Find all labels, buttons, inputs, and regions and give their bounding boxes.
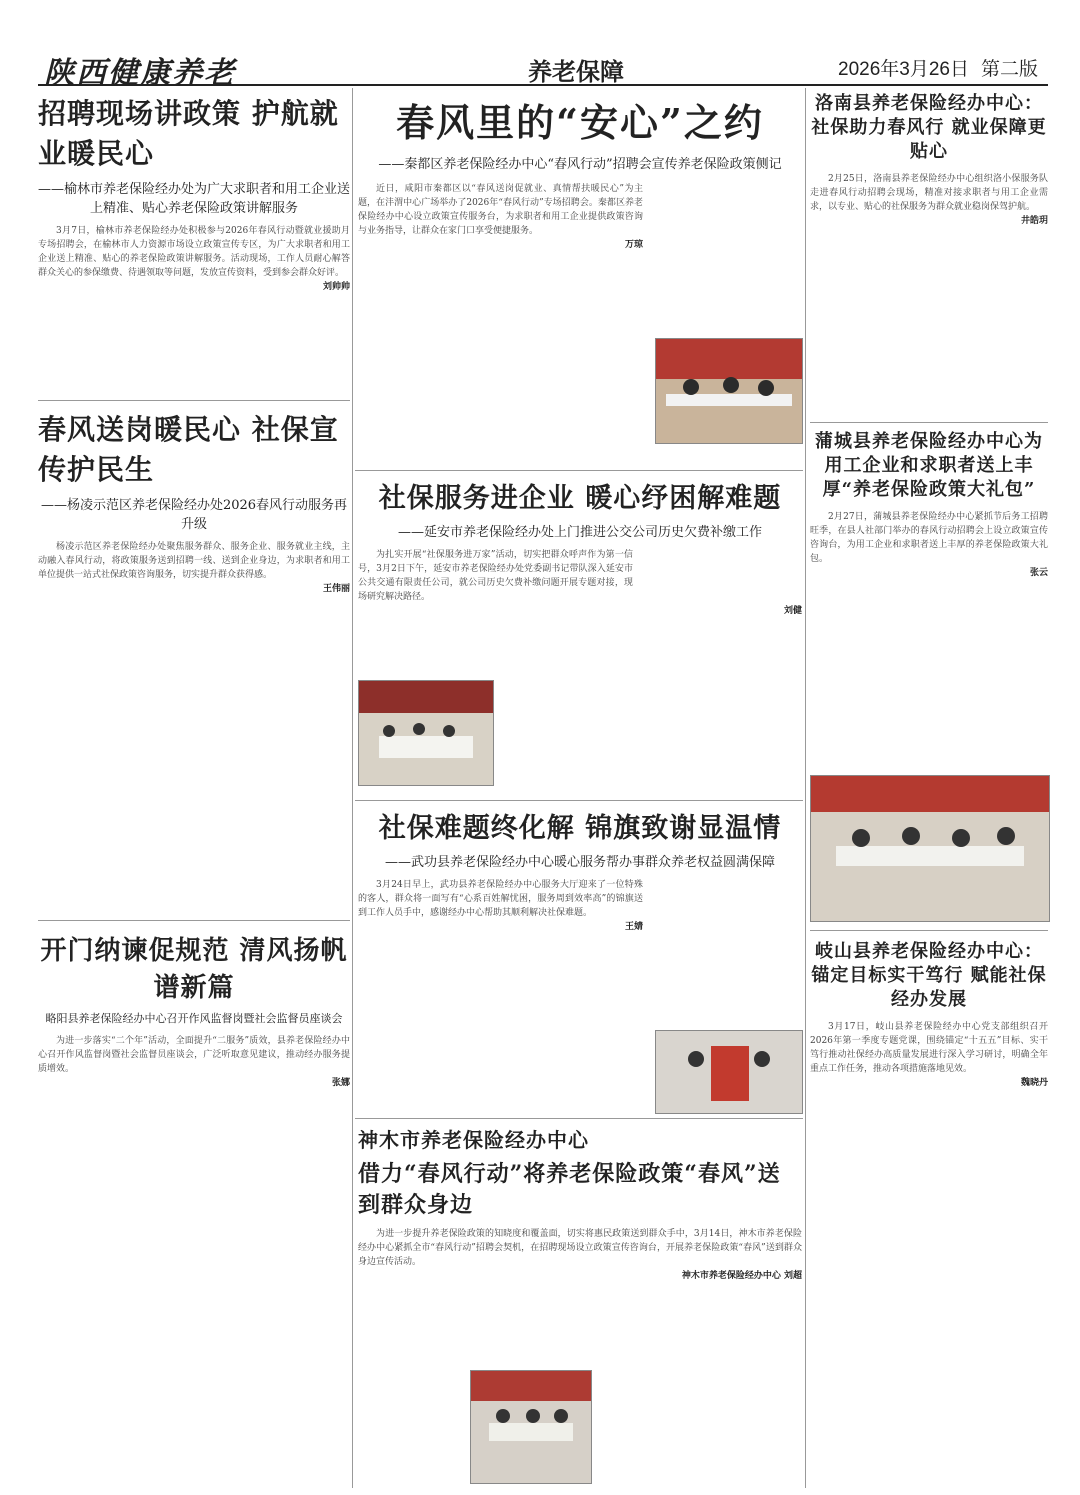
brand-title: 陕西健康养老 (44, 56, 236, 91)
article-body (358, 548, 633, 604)
article-subtitle: ——榆林市养老保险经办处为广大求职者和用工企业送上精准、贴心养老保险政策讲解服务 (38, 182, 350, 216)
edition-text: 第二版 (980, 59, 1038, 80)
booth-photo (810, 775, 1050, 922)
article-body (38, 540, 350, 582)
photo-illustration (471, 1371, 591, 1483)
photo-illustration (359, 681, 493, 785)
article-author: 魏晓丹 (1020, 1078, 1048, 1088)
article-subtitle: ——武功县养老保险经办中心暖心服务帮办事群众养老权益圆满保障 (384, 855, 775, 870)
article-author: 王婧 (624, 922, 643, 932)
article-subtitle: ——延安市养老保险经办处上门推进公交公司历史欠费补缴工作 (397, 525, 762, 540)
article-body (358, 878, 643, 920)
article-author: 王伟丽 (322, 584, 350, 594)
masthead (38, 44, 1048, 91)
article-author: 神木市养老保险经办中心 刘超 (681, 1271, 802, 1281)
article-qishan (810, 940, 1048, 1490)
article-luonan (810, 92, 1048, 412)
article-title: 春风送岗暖民心 社保宣传护民生 (38, 413, 339, 486)
article-author: 张娜 (331, 1078, 350, 1088)
article-body (810, 510, 1048, 566)
article-title: 借力“春风行动”将养老保险政策“春风”送到群众身边 (358, 1161, 781, 1218)
photo-illustration (656, 1031, 802, 1113)
article-body (38, 1034, 350, 1076)
issue-date (838, 54, 1038, 81)
article-author: 万琼 (624, 240, 643, 250)
hero-photo (655, 338, 803, 444)
article-paragraph: 为进一步落实“二个年”活动，全面提升“二服务”质效，县养老保险经办中心召开作风监督岗暨社会监督员座谈会，广泛听取意见建议，推动经办服务提质增效。 (38, 1036, 350, 1074)
banner-photo (655, 1030, 803, 1114)
consult-photo (470, 1370, 592, 1484)
date-text: 2026年3月26日 (838, 59, 969, 80)
article-paragraph: 3月7日，榆林市养老保险经办处积极参与2026年春风行动暨就业援助月专场招聘会，在榆林市人力资源市场设立政策宣传专区，为广大求职者和用工企业送上精准、贴心的养老保险政策讲解服务。活动现场，工作人员耐心解答群众关心的参保缴费、待遇领取等问题，发放宣传资料，受到参会群众好评。 (38, 226, 350, 278)
article-spring-jobs (38, 408, 350, 913)
article-title: 招聘现场讲政策 护航就业暖民心 (38, 97, 339, 170)
article-paragraph: 为进一步提升养老保险政策的知晓度和覆盖面，切实将惠民政策送到群众手中，3月14日，神木市养老保险经办中心紧抓全市“春风行动”招聘会契机，在招聘现场设立政策宣传咨询台，开展养老保险政策“春风”送到群众身边宣传活动。 (358, 1229, 802, 1267)
article-title: 洛南县养老保险经办中心：社保助力春风行 就业保障更贴心 (811, 93, 1047, 162)
section-title: 养老保障 (528, 57, 624, 86)
article-title: 社保难题终化解 锦旗致谢显温情 (378, 813, 782, 844)
article-title: 岐山县养老保险经办中心：锚定目标实干笃行 赋能社保经办发展 (811, 941, 1047, 1010)
article-author: 张云 (1029, 568, 1048, 578)
article-author: 井皓玥 (1020, 216, 1048, 226)
article-body (358, 1227, 802, 1269)
article-open-door (38, 930, 350, 1490)
photo-illustration (656, 339, 802, 443)
article-title: 神木市养老保险经办中心 (358, 1128, 589, 1152)
hero-body (358, 182, 643, 238)
article-title: 蒲城县养老保险经办中心为用工企业和求职者送上丰厚“养老保险政策大礼包” (815, 431, 1043, 500)
article-paragraph: 2月25日，洛南县养老保险经办中心组织洛小保服务队走进春风行动招聘会现场，精准对接求职者与用工企业需求，以专业、贴心的社保服务为群众就业稳岗保驾护航。 (810, 174, 1048, 212)
article-author: 刘健 (783, 606, 802, 616)
article-paragraph: 2月27日，蒲城县养老保险经办中心紧抓节后务工招聘旺季，在县人社部门举办的春风行动招聘会上设立政策宣传咨询台，为用工企业和求职者送上丰厚的养老保险政策大礼包。 (810, 512, 1048, 564)
article-title: 开门纳谏促规范 清风扬帆谱新篇 (40, 936, 348, 1003)
article-paragraph: 近日，咸阳市秦都区以“春风送岗促就业、真情帮扶暖民心”为主题，在沣渭中心广场举办了2026年“春风行动”专场招聘会。秦都区养老保险经办中心设立政策宣传服务台，为求职者和用工企业提供政策咨询与业务指导，让群众在家门口享受便捷服务。 (358, 184, 643, 236)
article-recruitment (38, 92, 350, 392)
hero-title: 春风里的“安心”之约 (396, 100, 764, 145)
photo-illustration (811, 776, 1049, 921)
article-paragraph: 杨凌示范区养老保险经办处聚焦服务群众、服务企业、服务就业主线，主动融入春风行动，将政策服务送到招聘一线、送到企业身边，为求职者和用工单位提供一站式社保政策咨询服务，切实提升群众获得感。 (38, 542, 350, 580)
article-paragraph: 为扎实开展“社保服务进万家”活动，切实把群众呼声作为第一信号，3月2日下午，延安市养老保险经办处党委副书记带队深入延安市公共交通有限责任公司，就公司历史欠费补缴问题开展专题对接，现场研究解决路径。 (358, 550, 633, 602)
article-body (810, 172, 1048, 214)
article-paragraph: 3月17日，岐山县养老保险经办中心党支部组织召开2026年第一季度专题党课，围绕锚定“十五五”目标、实干笃行推动社保经办高质量发展进行深入学习研讨，明确全年重点工作任务，推动各项措施落地见效。 (810, 1022, 1048, 1074)
article-subtitle: ——杨凌示范区养老保险经办处2026春风行动服务再升级 (40, 498, 348, 532)
article-paragraph: 3月24日早上，武功县养老保险经办中心服务大厅迎来了一位特殊的客人，群众将一面写有“心系百姓解忧困，服务周到效率高”的锦旗送到工作人员手中，感谢经办中心帮助其顺利解决社保难题。 (358, 880, 643, 918)
article-body (810, 1020, 1048, 1076)
article-title: 社保服务进企业 暖心纾困解难题 (378, 483, 782, 514)
article-subtitle: 略阳县养老保险经办中心召开作风监督岗暨社会监督员座谈会 (45, 1012, 343, 1025)
hero-subtitle: ——秦都区养老保险经办中心“春风行动”招聘会宣传养老保险政策侧记 (378, 157, 782, 172)
meeting-photo (358, 680, 494, 786)
article-body (38, 224, 350, 280)
article-author: 刘帅帅 (322, 282, 350, 292)
